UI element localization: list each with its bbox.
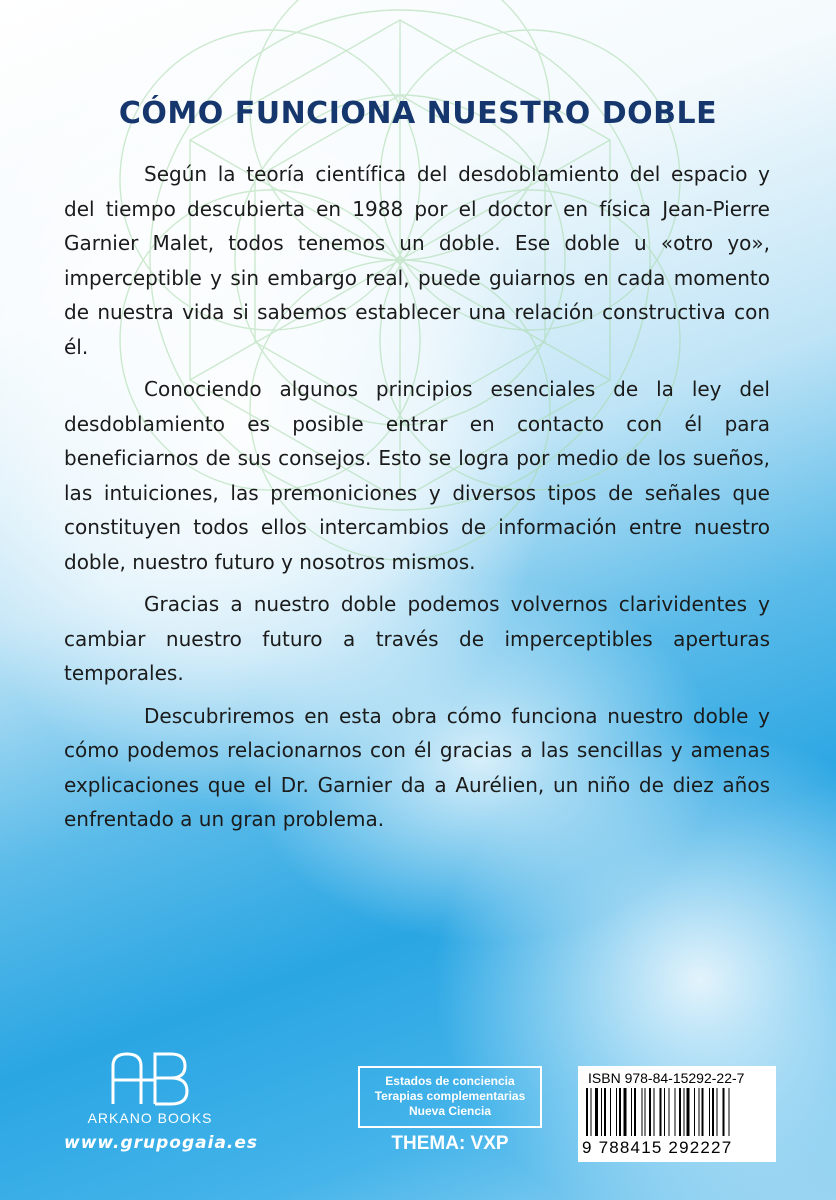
barcode-panel (578, 1066, 776, 1162)
blurb-paragraph-1: Según la teoría científica del desdoblamiento del espacio y del tiempo descubierta en 1988 por el doctor en física Jean-Pierre Garnier Malet, todos tenemos un doble. Ese doble u «otro yo», imperceptible y sin embargo real, puede guiarnos en cada momento de nuestra vida si sabemos establecer una relación constructiva con él. (64, 162, 770, 359)
isbn-label: ISBN 978-84-15292-22-7 (588, 1070, 745, 1086)
category-box (358, 1066, 542, 1128)
category-line: Terapias complementarias (374, 1089, 526, 1103)
category-line: Nueva Ciencia (408, 1104, 492, 1118)
publisher-name: ARKANO BOOKS (87, 1110, 213, 1126)
ean-digits: 9 788415 292227 (582, 1138, 733, 1157)
blurb-paragraph-2: Conociendo algunos principios esenciales de la ley del desdoblamiento es posible entrar en contacto con él para beneficiarnos de sus consejos. Esto se logra por medio de los sueños, las intuiciones, las premoniciones y diversos tipos de señales que constituyen todos ellos intercambios de información entre nuestro doble, nuestro futuro y nosotros mismos. (64, 377, 770, 574)
publisher-logo (60, 1048, 240, 1126)
cover-title: CÓMO FUNCIONA NUESTRO DOBLE (118, 96, 718, 131)
arkano-books-logo-icon (105, 1048, 195, 1108)
barcode-icon (586, 1088, 768, 1138)
blurb-text (64, 157, 770, 845)
thema-code: THEMA: VXP (391, 1133, 509, 1154)
blurb-paragraph-3: Gracias a nuestro doble podemos volvernos clarividentes y cambiar nuestro futuro a través de imperceptibles aperturas temporales. (64, 592, 770, 685)
publisher-website[interactable]: www.grupogaia.es (64, 1133, 259, 1153)
category-line: Estados de conciencia (385, 1074, 515, 1088)
blurb-paragraph-4: Descubriremos en esta obra cómo funciona nuestro doble y cómo podemos relacionarnos con él gracias a las sencillas y amenas explicaciones que el Dr. Garnier da a Aurélien, un niño de diez años enfrentado a un gran problema. (64, 703, 770, 831)
